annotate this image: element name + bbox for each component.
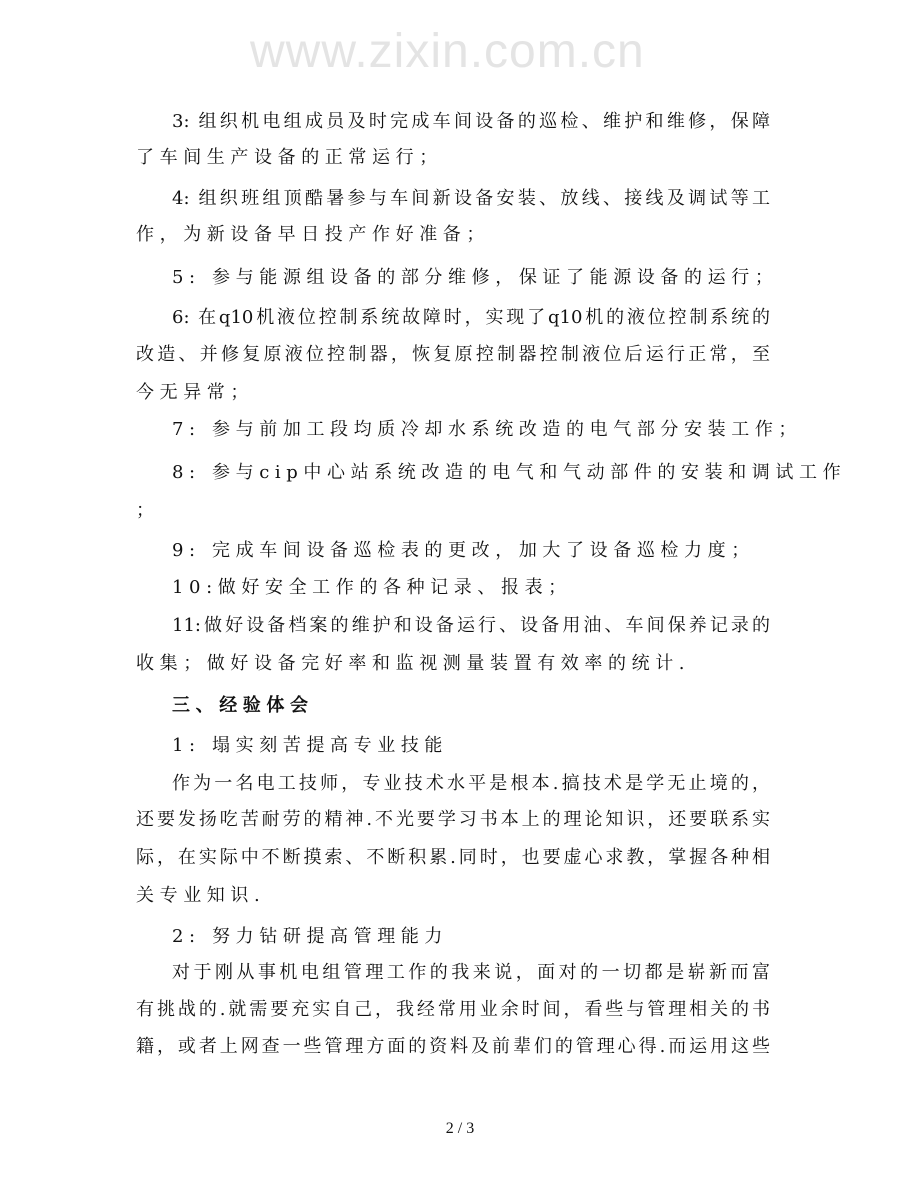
text-line: 作为一名电工技师，专业技术水平是根本.搞技术是学无止境的，: [172, 773, 770, 794]
text-line: 作，为新设备早日投产作好准备；: [136, 224, 490, 245]
text-line: ；: [136, 500, 160, 521]
text-line: 收集；做好设备完好率和监视测量装置有效率的统计.: [136, 653, 691, 674]
watermark: www.zixin.com.cn: [250, 25, 645, 78]
text-line: 了车间生产设备的正常运行；: [136, 147, 443, 168]
text-line: 5: 参与能源组设备的部分维修，保证了能源设备的运行；: [172, 267, 779, 288]
text-line: 8: 参与cip中心站系统改造的电气和气动部件的安装和调试工作: [172, 462, 847, 483]
text-line: 有挑战的.就需要充实自己，我经常用业余时间，看些与管理相关的书: [136, 999, 770, 1020]
text-line: 3: 组织机电组成员及时完成车间设备的巡检、维护和维修，保障: [172, 111, 770, 132]
text-line: 2: 努力钻研提高管理能力: [172, 926, 449, 947]
section-heading: 三、经验体会: [172, 695, 314, 716]
text-line: 今无异常；: [136, 382, 254, 403]
text-line: 改造、并修复原液位控制器，恢复原控制器控制液位后运行正常，至: [136, 344, 770, 365]
text-line: 际，在实际中不断摸索、不断积累.同时，也要虚心求教，掌握各种相: [136, 847, 770, 868]
text-line: 1: 塌实刻苦提高专业技能: [172, 735, 449, 756]
text-line: 7: 参与前加工段均质冷却水系统改造的电气部分安装工作；: [172, 419, 803, 440]
text-line: 籍，或者上网查一些管理方面的资料及前辈们的管理心得.而运用这些: [136, 1036, 770, 1057]
text-line: 10:做好安全工作的各种记录、报表；: [172, 577, 572, 598]
text-line: 4: 组织班组顶酷暑参与车间新设备安装、放线、接线及调试等工: [172, 188, 770, 209]
text-line: 还要发扬吃苦耐劳的精神.不光要学习书本上的理论知识，还要联系实: [136, 809, 770, 830]
text-line: 9: 完成车间设备巡检表的更改，加大了设备巡检力度；: [172, 540, 755, 561]
page-number: 2 / 3: [445, 1120, 475, 1137]
text-line: 对于刚从事机电组管理工作的我来说，面对的一切都是崭新而富: [172, 962, 770, 983]
text-line: 11:做好设备档案的维护和设备运行、设备用油、车间保养记录的: [172, 615, 770, 636]
text-line: 关专业知识.: [136, 885, 266, 906]
text-line: 6: 在q10机液位控制系统故障时，实现了q10机的液位控制系统的: [172, 307, 770, 328]
